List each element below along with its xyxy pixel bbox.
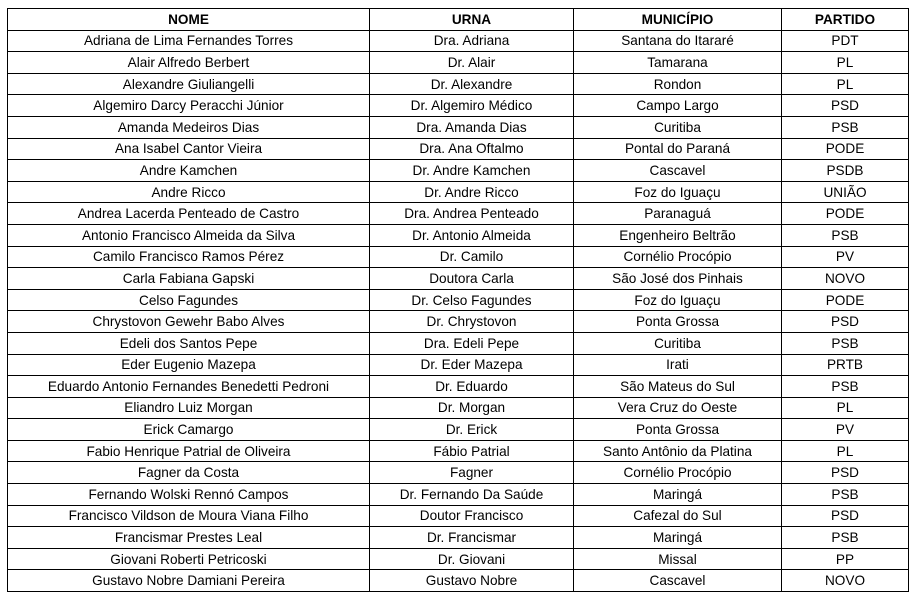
cell-urna: Dr. Andre Ricco	[370, 181, 574, 203]
cell-municipio: Irati	[574, 354, 782, 376]
table-row	[8, 203, 909, 225]
cell-partido: PSD	[782, 505, 909, 527]
cell-nome: Eder Eugenio Mazepa	[8, 354, 370, 376]
cell-nome: Francisco Vildson de Moura Viana Filho	[8, 505, 370, 527]
table-row	[8, 484, 909, 506]
table-row	[8, 311, 909, 333]
cell-partido: PSB	[782, 376, 909, 398]
table-row	[8, 570, 909, 592]
cell-nome: Algemiro Darcy Peracchi Júnior	[8, 95, 370, 117]
cell-urna: Dra. Amanda Dias	[370, 116, 574, 138]
cell-municipio: Santo Antônio da Platina	[574, 440, 782, 462]
table-row	[8, 246, 909, 268]
table-row	[8, 160, 909, 182]
cell-urna: Dr. Alair	[370, 52, 574, 74]
cell-nome: Alair Alfredo Berbert	[8, 52, 370, 74]
table-row	[8, 73, 909, 95]
cell-partido: PV	[782, 246, 909, 268]
cell-municipio: Cornélio Procópio	[574, 246, 782, 268]
cell-municipio: Maringá	[574, 527, 782, 549]
column-header-urna: URNA	[370, 9, 574, 31]
cell-urna: Dra. Ana Oftalmo	[370, 138, 574, 160]
cell-partido: PRTB	[782, 354, 909, 376]
cell-municipio: Cascavel	[574, 570, 782, 592]
cell-urna: Dr. Morgan	[370, 397, 574, 419]
cell-nome: Celso Fagundes	[8, 289, 370, 311]
cell-municipio: Foz do Iguaçu	[574, 289, 782, 311]
cell-partido: PL	[782, 440, 909, 462]
cell-municipio: Pontal do Paraná	[574, 138, 782, 160]
cell-urna: Dra. Edeli Pepe	[370, 332, 574, 354]
cell-municipio: Tamarana	[574, 52, 782, 74]
table-row	[8, 419, 909, 441]
cell-municipio: Maringá	[574, 484, 782, 506]
cell-urna: Dr. Erick	[370, 419, 574, 441]
column-header-municipio: MUNICÍPIO	[574, 9, 782, 31]
cell-partido: UNIÃO	[782, 181, 909, 203]
cell-municipio: Engenheiro Beltrão	[574, 224, 782, 246]
cell-municipio: Rondon	[574, 73, 782, 95]
cell-municipio: Ponta Grossa	[574, 311, 782, 333]
cell-nome: Adriana de Lima Fernandes Torres	[8, 30, 370, 52]
cell-partido: NOVO	[782, 268, 909, 290]
cell-partido: PSD	[782, 95, 909, 117]
cell-partido: PL	[782, 397, 909, 419]
cell-nome: Andrea Lacerda Penteado de Castro	[8, 203, 370, 225]
cell-nome: Erick Camargo	[8, 419, 370, 441]
cell-partido: PSD	[782, 462, 909, 484]
table-row	[8, 505, 909, 527]
cell-urna: Dr. Francismar	[370, 527, 574, 549]
cell-urna: Fagner	[370, 462, 574, 484]
table-row	[8, 95, 909, 117]
cell-nome: Fernando Wolski Rennó Campos	[8, 484, 370, 506]
cell-nome: Antonio Francisco Almeida da Silva	[8, 224, 370, 246]
cell-urna: Dr. Fernando Da Saúde	[370, 484, 574, 506]
cell-urna: Doutora Carla	[370, 268, 574, 290]
cell-urna: Dr. Antonio Almeida	[370, 224, 574, 246]
cell-urna: Dr. Eder Mazepa	[370, 354, 574, 376]
table-row	[8, 354, 909, 376]
cell-partido: PV	[782, 419, 909, 441]
cell-partido: PDT	[782, 30, 909, 52]
cell-nome: Edeli dos Santos Pepe	[8, 332, 370, 354]
table-row	[8, 548, 909, 570]
cell-partido: PSB	[782, 116, 909, 138]
table-row	[8, 224, 909, 246]
cell-partido: PODE	[782, 138, 909, 160]
cell-partido: PODE	[782, 289, 909, 311]
table-row	[8, 138, 909, 160]
cell-urna: Dr. Chrystovon	[370, 311, 574, 333]
cell-nome: Francismar Prestes Leal	[8, 527, 370, 549]
candidate-table-sheet	[7, 8, 909, 592]
cell-nome: Gustavo Nobre Damiani Pereira	[8, 570, 370, 592]
cell-municipio: Ponta Grossa	[574, 419, 782, 441]
cell-municipio: Foz do Iguaçu	[574, 181, 782, 203]
cell-municipio: Paranaguá	[574, 203, 782, 225]
cell-urna: Dr. Andre Kamchen	[370, 160, 574, 182]
cell-nome: Chrystovon Gewehr Babo Alves	[8, 311, 370, 333]
table-row	[8, 116, 909, 138]
table-row	[8, 52, 909, 74]
cell-partido: PSDB	[782, 160, 909, 182]
cell-municipio: Cafezal do Sul	[574, 505, 782, 527]
cell-urna: Dr. Celso Fagundes	[370, 289, 574, 311]
table-header-row	[8, 9, 909, 31]
cell-partido: PSB	[782, 484, 909, 506]
table-row	[8, 332, 909, 354]
column-header-partido: PARTIDO	[782, 9, 909, 31]
cell-municipio: Cascavel	[574, 160, 782, 182]
cell-urna: Gustavo Nobre	[370, 570, 574, 592]
table-row	[8, 268, 909, 290]
cell-urna: Dr. Eduardo	[370, 376, 574, 398]
cell-municipio: São José dos Pinhais	[574, 268, 782, 290]
cell-partido: PSB	[782, 332, 909, 354]
cell-nome: Carla Fabiana Gapski	[8, 268, 370, 290]
cell-municipio: Curitiba	[574, 332, 782, 354]
table-row	[8, 462, 909, 484]
cell-nome: Giovani Roberti Petricoski	[8, 548, 370, 570]
table-row	[8, 30, 909, 52]
cell-nome: Ana Isabel Cantor Vieira	[8, 138, 370, 160]
cell-nome: Andre Ricco	[8, 181, 370, 203]
cell-urna: Dra. Adriana	[370, 30, 574, 52]
table-row	[8, 527, 909, 549]
cell-nome: Amanda Medeiros Dias	[8, 116, 370, 138]
candidate-table	[7, 8, 909, 592]
cell-urna: Dr. Giovani	[370, 548, 574, 570]
cell-urna: Doutor Francisco	[370, 505, 574, 527]
cell-nome: Eduardo Antonio Fernandes Benedetti Pedroni	[8, 376, 370, 398]
table-row	[8, 181, 909, 203]
cell-municipio: Curitiba	[574, 116, 782, 138]
cell-municipio: Cornélio Procópio	[574, 462, 782, 484]
cell-municipio: Vera Cruz do Oeste	[574, 397, 782, 419]
cell-municipio: Missal	[574, 548, 782, 570]
cell-urna: Dr. Alexandre	[370, 73, 574, 95]
cell-urna: Dr. Algemiro Médico	[370, 95, 574, 117]
cell-urna: Dra. Andrea Penteado	[370, 203, 574, 225]
cell-partido: PSB	[782, 527, 909, 549]
cell-partido: PL	[782, 52, 909, 74]
cell-nome: Eliandro Luiz Morgan	[8, 397, 370, 419]
cell-partido: PSB	[782, 224, 909, 246]
cell-nome: Fagner da Costa	[8, 462, 370, 484]
cell-municipio: Santana do Itararé	[574, 30, 782, 52]
cell-urna: Fábio Patrial	[370, 440, 574, 462]
cell-urna: Dr. Camilo	[370, 246, 574, 268]
cell-partido: PODE	[782, 203, 909, 225]
column-header-nome: NOME	[8, 9, 370, 31]
table-row	[8, 397, 909, 419]
cell-municipio: São Mateus do Sul	[574, 376, 782, 398]
cell-nome: Andre Kamchen	[8, 160, 370, 182]
cell-partido: PL	[782, 73, 909, 95]
cell-partido: PP	[782, 548, 909, 570]
cell-partido: PSD	[782, 311, 909, 333]
table-row	[8, 440, 909, 462]
cell-municipio: Campo Largo	[574, 95, 782, 117]
table-row	[8, 376, 909, 398]
cell-partido: NOVO	[782, 570, 909, 592]
cell-nome: Alexandre Giuliangelli	[8, 73, 370, 95]
cell-nome: Fabio Henrique Patrial de Oliveira	[8, 440, 370, 462]
table-body	[8, 30, 909, 591]
cell-nome: Camilo Francisco Ramos Pérez	[8, 246, 370, 268]
table-row	[8, 289, 909, 311]
